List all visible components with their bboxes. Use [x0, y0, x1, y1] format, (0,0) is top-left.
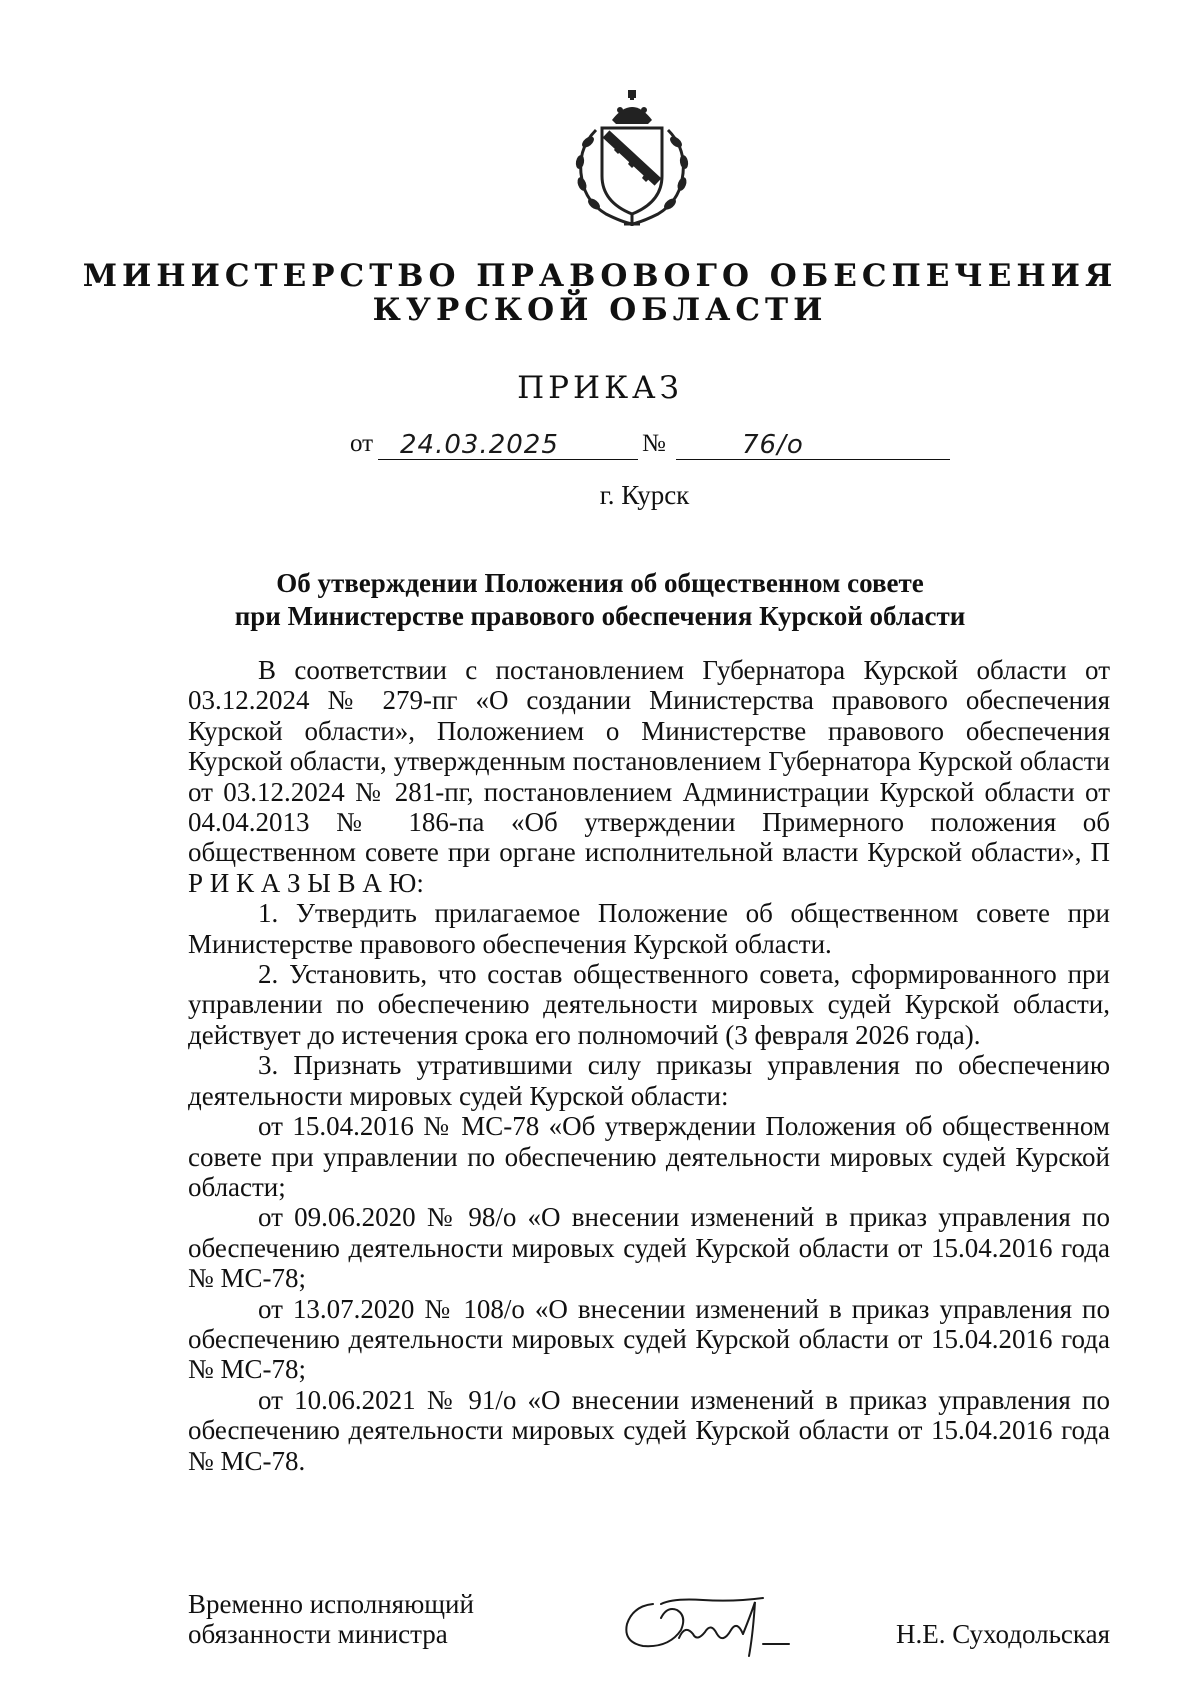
revoked-order-2: от 09.06.2020 № 98/о «О внесении изменений в приказ управления по обеспечению деятельности мировых судей Курской области от 15.04.2016 года № МС-78; [188, 1202, 1110, 1294]
revoked-order-4: от 10.06.2021 № 91/о «О внесении изменений в приказ управления по обеспечению деятельности мировых судей Курской области от 15.04.2016 года № МС-78. [188, 1384, 1110, 1476]
subject-line-1: Об утверждении Положения об общественном совете [276, 568, 924, 598]
ministry-name-line-1: МИНИСТЕРСТВО ПРАВОВОГО ОБЕСПЕЧЕНИЯ [82, 258, 1118, 294]
item-2-paragraph: 2. Установить, что состав общественного совета, сформированного при управлении по обеспечению деятельности мировых судей Курской области, действует до истечения срока его полномочий (3 февраля 2026 года). [188, 959, 1110, 1050]
revoked-order-3: от 13.07.2020 № 108/о «О внесении изменений в приказ управления по обеспечению деятельности мировых судей Курской области от 15.04.2016 года № МС-78; [188, 1293, 1110, 1385]
signer-position-line-2: обязанности министра [188, 1619, 448, 1649]
subject-line-2: при Министерстве правового обеспечения Курской области [234, 601, 966, 631]
revoked-order-1: от 15.04.2016 № МС-78 «Об утверждении Положения об общественном совете при управлении по обеспечению деятельности мировых судей Курской области; [188, 1111, 1110, 1202]
signature-block [188, 1589, 1110, 1659]
document-type-title: ПРИКАЗ [517, 370, 683, 406]
signer-name: Н.Е. Суходольская [895, 1619, 1110, 1649]
handwritten-signature [613, 1594, 803, 1664]
item-1-paragraph: 1. Утвердить прилагаемое Положение об общественном совете при Министерстве правового обеспечения Курской области. [188, 898, 1110, 959]
order-subject [0, 567, 1200, 633]
preamble-paragraph: В соответствии с постановлением Губернатора Курской области от 03.12.2024 № 279-пг «О создании Министерства правового обеспечения Курской области», Положением о Министерстве правового обеспечения Курской области, утвержденным постановлением Губернатора Курской области от 03.12.2024 № 281-пг, постановлением Администрации Курской области от 04.04.2013 № 186-па «Об утверждении Примерного положения об общественном совете при органе исполнительной власти Курской области», П Р И К А З Ы В А Ю: [188, 655, 1110, 898]
number-label: № [642, 430, 666, 457]
signer-position-line-1: Временно исполняющий [188, 1589, 474, 1619]
date-label: от [350, 430, 374, 457]
item-3-paragraph: 3. Признать утратившими силу приказы управления по обеспечению деятельности мировых судей Курской области: [188, 1050, 1110, 1111]
coat-of-arms-emblem [566, 90, 698, 230]
order-date-number-line [350, 420, 950, 464]
handwritten-number: 76/о [742, 430, 804, 460]
city-label: г. Курск [599, 480, 690, 510]
signer-position [188, 1589, 474, 1649]
ministry-name-line-2: КУРСКОЙ ОБЛАСТИ [372, 292, 828, 328]
number-blank [676, 423, 950, 460]
order-body [188, 655, 1110, 1476]
handwritten-date: 24.03.2025 [400, 430, 559, 460]
